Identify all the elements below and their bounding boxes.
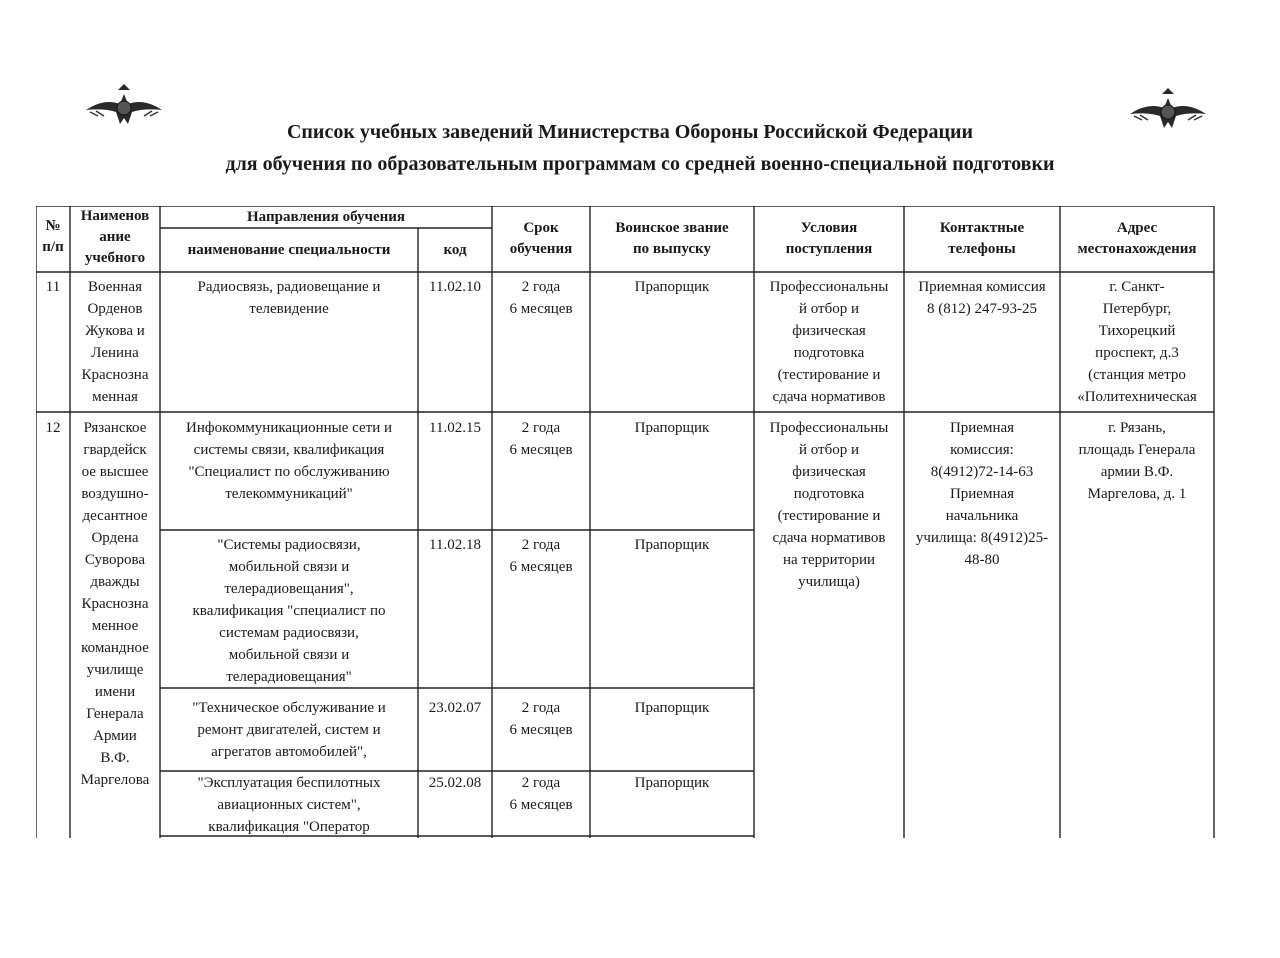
header-phones-line: телефоны [948,241,1016,257]
header-code: код [443,242,467,258]
row-12-program-4-specialty [160,772,418,838]
cell-line: Ордена [91,530,139,546]
header-name [70,206,160,269]
cell-line: менное [91,618,139,634]
cell-line: квалификация "специалист по [192,603,386,619]
header-term-line: обучения [509,241,573,257]
cell-line: Приемная [949,420,1015,436]
cell-line: подготовка [793,486,865,502]
cell-line: Тихорецкий [1098,323,1176,339]
row-11-conditions [754,276,904,408]
cell-line: гвардейск [83,442,147,458]
cell-line: мобильной связи и [228,559,350,575]
header-term [492,218,590,260]
cell-line: Маргелова, д. 1 [1087,486,1187,502]
header-conditions-line: Условия [800,220,858,236]
cell-line: (станция метро [1088,367,1186,383]
cell-line: физическая [792,323,866,339]
row-12-program-4-rank: Прапорщик [634,775,710,791]
cell-line: 2 года [521,279,561,295]
cell-line: "Эксплуатация беспилотных [197,775,381,791]
cell-line: 2 года [521,537,561,553]
row-12-program-3-code: 23.02.07 [428,700,482,716]
cell-line: системам радиосвязи, [219,625,359,641]
cell-line: й отбор и [798,301,860,317]
cell-line: площадь Генерала [1078,442,1196,458]
row-11-num: 11 [45,279,61,295]
cell-line: Маргелова [80,772,150,788]
cell-line: Армии [93,728,137,744]
cell-line: армии В.Ф. [1100,464,1174,480]
cell-line: 6 месяцев [509,559,573,575]
cell-line: десантное [82,508,148,524]
cell-line: системы связи, квалификация [193,442,385,458]
header-specialty: наименование специальности [187,242,391,258]
cell-line: Профессиональны [769,279,889,295]
cell-line: (тестирование и [777,508,881,524]
row-11-name [70,276,160,408]
cell-line: подготовка [793,345,865,361]
row-12-program-1-term [492,417,590,461]
cell-line: Приемная комиссия [918,279,1046,295]
cell-line: мобильной связи и [228,647,350,663]
header-num-line: п/п [42,239,64,255]
cell-line: Краснозна [81,367,149,383]
row-12-program-3-rank: Прапорщик [634,700,710,716]
header-name-line: учебного [84,250,146,266]
cell-line: Инфокоммуникационные сети и [185,420,393,436]
cell-line: агрегатов автомобилей", [211,744,367,760]
row-12-phones [904,417,1060,571]
cell-line: Орденов [87,301,143,317]
row-11-code: 11.02.10 [429,279,481,295]
document-title-line-1: Список учебных заведений Министерства Обороны Российской Федерации [286,121,974,143]
header-name-line: ание [99,229,131,245]
cell-line: дважды [90,574,140,590]
header-num-line: № [45,218,61,234]
header-directions: Направления обучения [246,209,406,225]
header-conditions-line: поступления [785,241,873,257]
row-12-program-1-rank: Прапорщик [634,420,710,436]
row-11-address [1060,276,1214,408]
row-12-conditions [754,417,904,593]
cell-line: «Политехническая [1077,389,1197,405]
header-address-line: местонахождения [1077,241,1197,257]
row-11-rank: Прапорщик [634,279,710,295]
row-12-address [1060,417,1214,505]
cell-line: й отбор и [798,442,860,458]
cell-line: 2 года [521,420,561,436]
cell-line: квалификация "Оператор [208,819,370,835]
cell-line: на территории [782,552,876,568]
cell-line: училища: 8(4912)25- [915,530,1049,546]
header-conditions [754,218,904,260]
cell-line: менная [92,389,138,405]
cell-line: ремонт двигателей, систем и [197,722,381,738]
row-12-program-3-term [492,697,590,741]
cell-line: г. Санкт- [1109,279,1165,295]
header-rank-line: по выпуску [633,241,711,257]
cell-line: 8(4912)72-14-63 [930,464,1034,480]
cell-line: 8 (812) 247-93-25 [927,301,1037,317]
cell-line: телекоммуникаций" [225,486,353,502]
row-12-program-2-rank: Прапорщик [634,537,710,553]
cell-line: училище [86,662,144,678]
cell-line: Генерала [86,706,144,722]
header-term-line: Срок [523,220,559,236]
cell-line: комиссия: [950,442,1014,458]
cell-line: командное [81,640,149,656]
cell-line: начальника [945,508,1019,524]
cell-line: воздушно- [81,486,149,502]
cell-line: "Техническое обслуживание и [192,700,386,716]
cell-line: Петербург, [1102,301,1172,317]
header-phones-line: Контактные [939,220,1025,236]
cell-line: Профессиональны [769,420,889,436]
cell-line: 6 месяцев [509,797,573,813]
cell-line: сдача нормативов [772,530,886,546]
cell-line: авиационных систем", [217,797,361,813]
cell-line: "Системы радиосвязи, [217,537,361,553]
cell-line: 2 года [521,700,561,716]
cell-line: физическая [792,464,866,480]
header-name-line: Наименов [80,208,150,224]
row-12-program-2-code: 11.02.18 [429,537,481,553]
cell-line: Краснозна [81,596,149,612]
cell-line: телерадиовещания" [226,669,352,685]
header-phones [904,218,1060,260]
row-11-phones [904,276,1060,320]
cell-line: (тестирование и [777,367,881,383]
header-address-line: Адрес [1116,220,1158,236]
cell-line: Суворова [84,552,146,568]
cell-line: Рязанское [83,420,147,436]
cell-line: Военная [88,279,142,295]
header-num [36,216,70,258]
cell-line: 6 месяцев [509,301,573,317]
cell-line: Жукова и [85,323,145,339]
cell-line: 6 месяцев [509,442,573,458]
cell-line: телерадиовещания", [224,581,354,597]
row-12-program-2-specialty [160,534,418,688]
cell-line: телевидение [249,301,329,317]
row-12-program-2-term [492,534,590,578]
cell-line: Приемная [949,486,1015,502]
cell-line: имени [94,684,136,700]
row-11-specialty [160,276,418,320]
cell-line: Радиосвязь, радиовещание и [197,279,381,295]
cell-line: ое высшее [81,464,149,480]
cell-line: Ленина [91,345,139,361]
cell-line: 6 месяцев [509,722,573,738]
row-12-name [70,417,160,791]
row-12-program-4-code: 25.02.08 [428,775,482,791]
cell-line: 2 года [521,775,561,791]
cell-line: проспект, д.3 [1095,345,1179,361]
header-address [1060,218,1214,260]
row-12-program-3-specialty [160,697,418,763]
cell-line: "Специалист по обслуживанию [188,464,390,480]
cell-line: сдача нормативов [772,389,886,405]
row-12-num: 12 [45,420,61,436]
cell-line: училища) [798,574,860,590]
cell-line: 48-80 [964,552,1000,568]
row-11-term [492,276,590,320]
row-12-program-4-term [492,772,590,816]
cell-line: В.Ф. [100,750,130,766]
header-rank [590,218,754,260]
cell-line: г. Рязань, [1108,420,1166,436]
row-12-program-1-specialty [160,417,418,505]
row-12-program-1-code: 11.02.15 [429,420,481,436]
header-rank-line: Воинское звание [615,220,729,236]
document-title-line-2: для обучения по образовательным программам со средней военно-специальной подготовки [225,153,1055,175]
